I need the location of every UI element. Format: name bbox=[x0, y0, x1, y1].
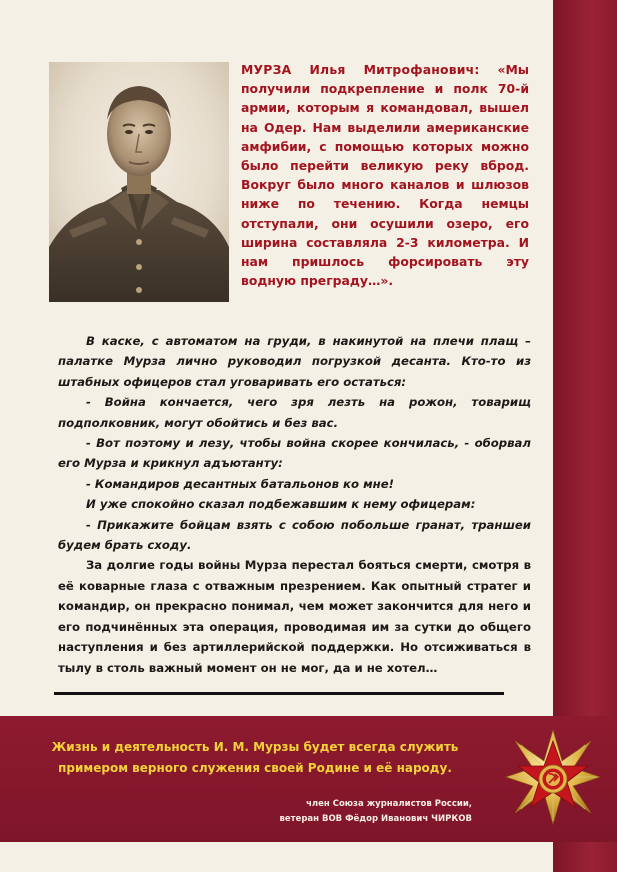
closing-line: Жизнь и деятельность И. М. Мурзы будет всегда служить bbox=[51, 740, 459, 754]
author-signature bbox=[250, 797, 472, 826]
body-paragraph: И уже спокойно сказал подбежавшим к нему офицерам: bbox=[86, 497, 476, 512]
body-paragraph: В каске, с автоматом на груди, в накинутой на плечи плащ – палатке Мурза лично руководил погрузкой десанта. Кто-то из штабных офицеров стал уговаривать его остаться: bbox=[58, 334, 531, 389]
signature-line: ветеран ВОВ Фёдор Иванович ЧИРКОВ bbox=[279, 813, 472, 824]
body-paragraph: - Вот поэтому и лезу, чтобы война скорее кончилась, - оборвал его Мурза и крикнул адъютанту: bbox=[58, 436, 531, 471]
body-paragraph: - Прикажите бойцам взять с собою побольше гранат, траншеи будем брать сходу. bbox=[58, 517, 531, 553]
quote-text: «Мы получили подкрепление и полк 70-й армии, которым я командовал, вышел на Одер. Нам выделили американские амфибии, с помощью которых можно было перейти великую реку вброд. Вокруг было много каналов и шлюзов ниже по течению. Когда немцы отступали, они осушили озеро, его ширина составляла 2-3 километра. И нам пришлось форсировать эту водную преграду…». bbox=[241, 62, 529, 289]
body-paragraph: За долгие годы войны Мурза перестал бояться смерти, смотря в её коварные глаза с отважным презрением. Как опытный стратег и командир, он прекрасно понимал, чем может закончится для него и его подчинённых эта операция, проводимая им за сутки до общего наступления и без артиллерийской поддержки. Но отсиживаться в тылу в столь важный момент он не мог, да и не хотел… bbox=[58, 558, 531, 675]
closing-statement bbox=[40, 737, 470, 779]
signature-line: член Союза журналистов России, bbox=[306, 799, 472, 809]
body-paragraph: - Война кончается, чего зря лезть на рожон, товарищ подполковник, могут обойтись и без вас. bbox=[58, 395, 531, 430]
closing-line: примером верного служения своей Родине и её народу. bbox=[58, 761, 452, 775]
quote-speaker: МУРЗА Илья Митрофанович: bbox=[241, 62, 480, 77]
veteran-quote bbox=[241, 60, 529, 290]
divider-rule bbox=[54, 692, 504, 695]
page-paper-bottom bbox=[0, 842, 553, 872]
order-of-patriotic-war-icon bbox=[503, 726, 603, 828]
body-paragraph: - Командиров десантных батальонов ко мне! bbox=[86, 476, 394, 491]
portrait-photo bbox=[49, 62, 229, 302]
article-body bbox=[58, 331, 531, 678]
